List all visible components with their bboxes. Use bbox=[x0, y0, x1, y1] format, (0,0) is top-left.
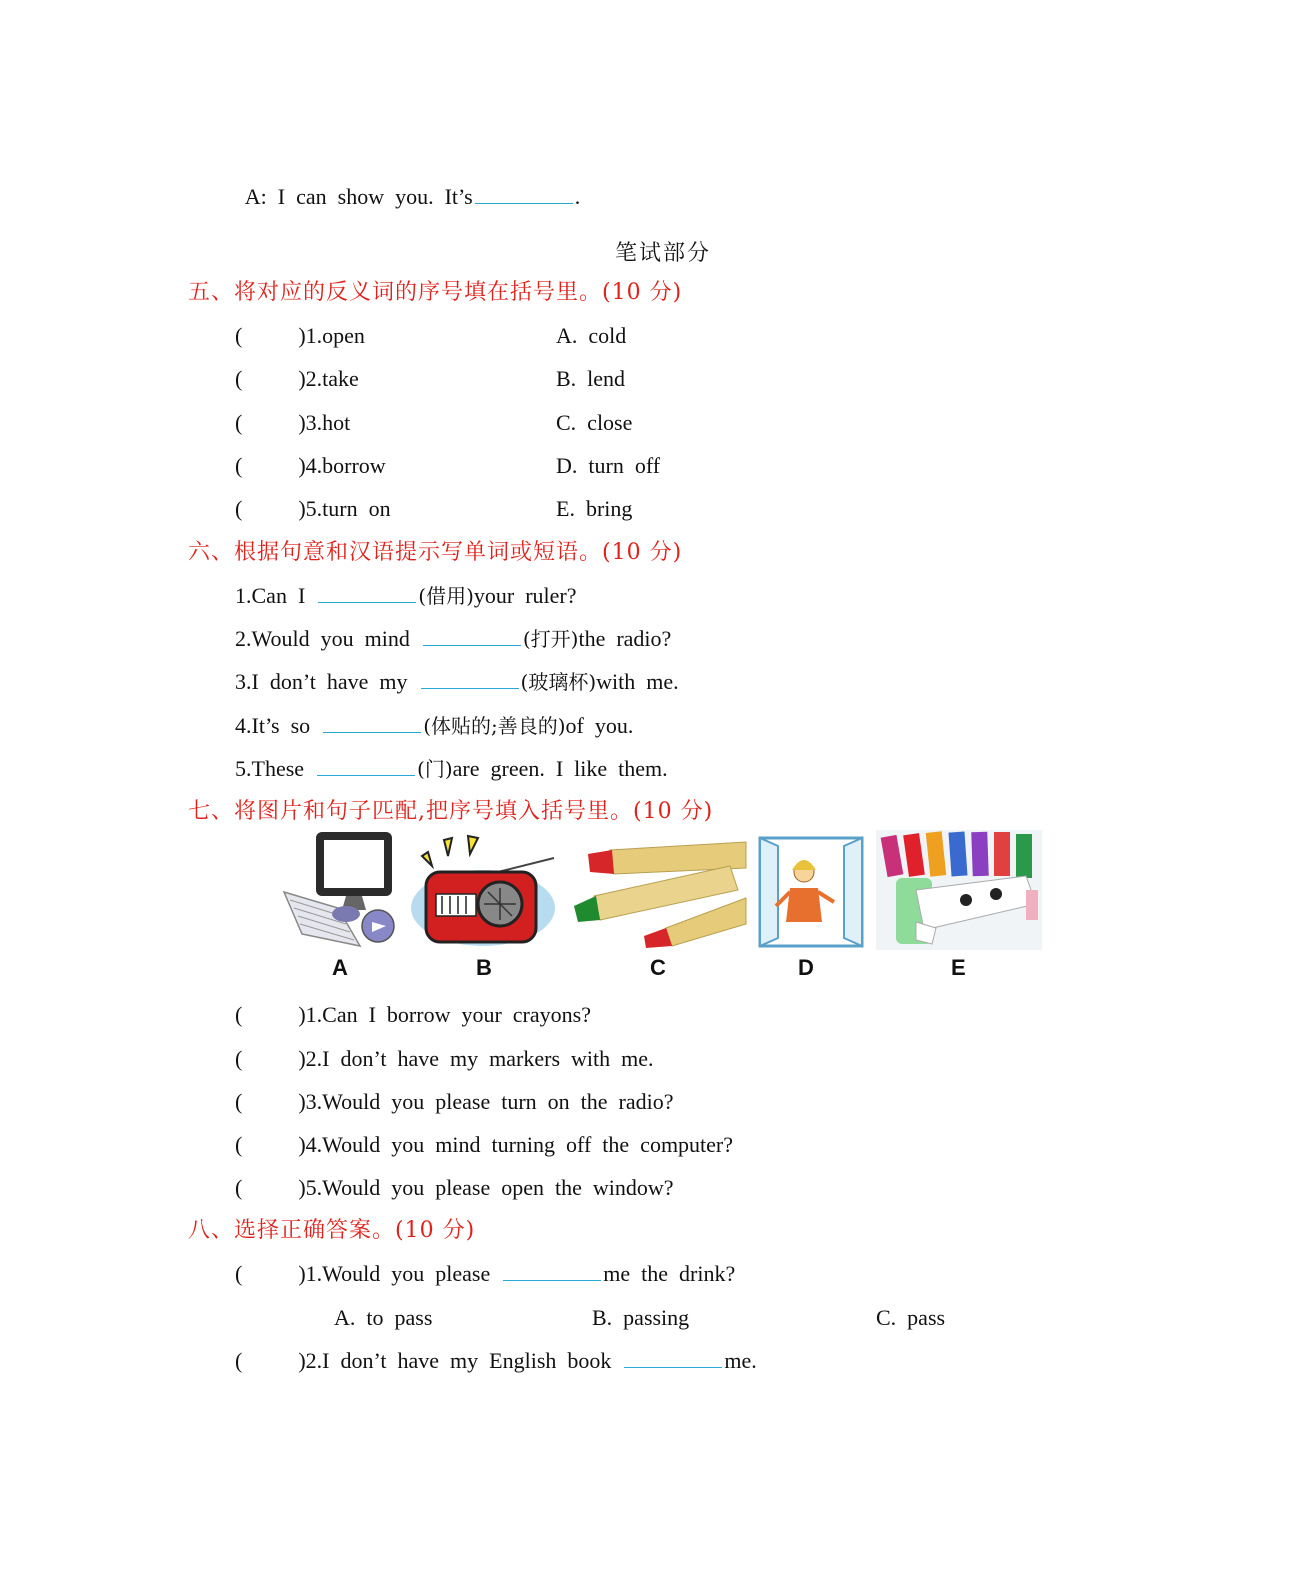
sec7-item-2: ( )2.I don’t have my markers with me. bbox=[235, 1046, 654, 1071]
sec5-option-b: B. lend bbox=[556, 366, 626, 391]
sec5-item-1: ( )1.open bbox=[235, 323, 365, 348]
sec8-question-2: ( )2.I don’t have my English book me. bbox=[235, 1348, 757, 1373]
sec7-item-4: ( )4.Would you mind turning off the computer? bbox=[235, 1132, 734, 1157]
picture-label-a: A bbox=[332, 955, 348, 980]
crayons-picture bbox=[570, 836, 748, 948]
sec5-item-2: ( )2.take bbox=[235, 366, 359, 391]
sec6-item-5: 5.These (门)are green. I like them. bbox=[235, 756, 668, 781]
sec6-item-2: 2.Would you mind (打开)the radio? bbox=[235, 626, 672, 651]
sec5-option-c: C. close bbox=[556, 410, 633, 435]
answer-blank[interactable] bbox=[323, 712, 421, 733]
sec7-item-1: ( )1.Can I borrow your crayons? bbox=[235, 1002, 591, 1027]
window-picture bbox=[756, 832, 866, 948]
picture-label-b: B bbox=[476, 955, 492, 980]
answer-blank[interactable] bbox=[317, 755, 415, 776]
sec8-question-1: ( )1.Would you please me the drink? bbox=[235, 1261, 736, 1286]
section-8-heading: 八、选择正确答案。(10 分) bbox=[188, 1218, 476, 1243]
sec8-q1-option-a[interactable]: A. to pass bbox=[334, 1305, 433, 1330]
sec8-q1-option-c[interactable]: C. pass bbox=[876, 1305, 946, 1330]
sec5-option-e: E. bring bbox=[556, 496, 633, 521]
sec6-item-4: 4.It’s so (体贴的;善良的)of you. bbox=[235, 713, 634, 738]
section-7-heading: 七、将图片和句子匹配,把序号填入括号里。(10 分) bbox=[188, 799, 714, 824]
picture-label-c: C bbox=[650, 955, 666, 980]
section-5-heading: 五、将对应的反义词的序号填在括号里。(10 分) bbox=[188, 280, 683, 305]
written-section-title: 笔试部分 bbox=[615, 241, 712, 266]
answer-blank[interactable] bbox=[423, 625, 521, 646]
section-6-heading: 六、根据句意和汉语提示写单词或短语。(10 分) bbox=[188, 540, 683, 565]
answer-blank[interactable] bbox=[503, 1260, 601, 1281]
sec5-item-3: ( )3.hot bbox=[235, 410, 351, 435]
sec6-item-1: 1.Can I (借用)your ruler? bbox=[235, 583, 577, 608]
sec7-item-5: ( )5.Would you please open the window? bbox=[235, 1175, 674, 1200]
answer-blank[interactable] bbox=[421, 668, 519, 689]
markers-picture bbox=[876, 830, 1042, 950]
answer-blank[interactable] bbox=[475, 183, 573, 204]
answer-blank[interactable] bbox=[624, 1347, 722, 1368]
sec5-option-a: A. cold bbox=[556, 323, 627, 348]
sec7-item-3: ( )3.Would you please turn on the radio? bbox=[235, 1089, 674, 1114]
answer-blank[interactable] bbox=[318, 582, 416, 603]
sec8-q1-option-b[interactable]: B. passing bbox=[592, 1305, 690, 1330]
sec5-item-4: ( )4.borrow bbox=[235, 453, 386, 478]
radio-picture bbox=[408, 832, 558, 950]
sec5-option-d: D. turn off bbox=[556, 453, 661, 478]
computer-picture bbox=[280, 830, 400, 948]
top-dialogue-line: A: I can show you. It’s . bbox=[244, 184, 581, 209]
sec5-item-5: ( )5.turn on bbox=[235, 496, 391, 521]
picture-label-d: D bbox=[798, 955, 814, 980]
picture-label-e: E bbox=[951, 955, 966, 980]
sec6-item-3: 3.I don’t have my (玻璃杯)with me. bbox=[235, 669, 679, 694]
